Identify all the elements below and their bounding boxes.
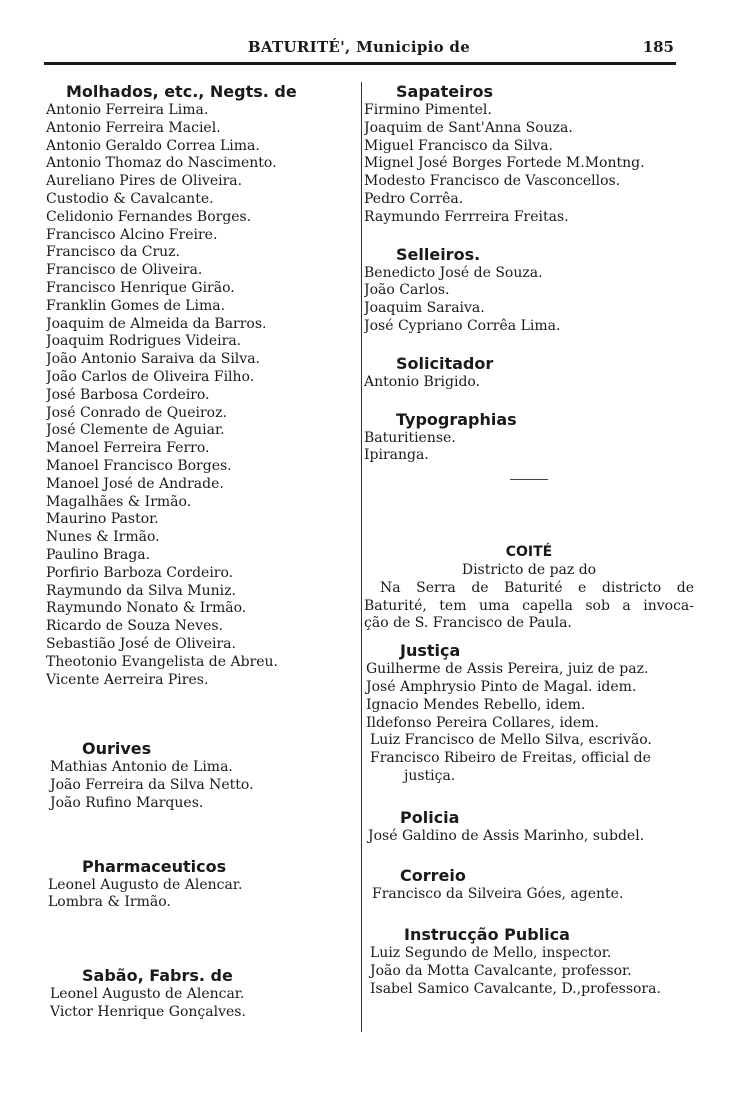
list-item: Ildefonso Pereira Collares, idem. — [366, 714, 599, 731]
list-item: Magalhães & Irmão. — [46, 493, 192, 510]
list-item: Joaquim Saraiva. — [364, 300, 485, 317]
list-item: Manoel Ferreira Ferro. — [46, 440, 210, 457]
list-item: Raymundo da Silva Muniz. — [46, 582, 236, 599]
list-item: Benedicto José de Souza. — [364, 264, 543, 281]
list-item: Francisco Alcino Freire. — [46, 226, 218, 243]
list-item: Sebastião José de Oliveira. — [46, 635, 236, 652]
list-item: João Ferreira da Silva Netto. — [50, 777, 254, 794]
list-item: José Barbosa Cordeiro. — [46, 386, 210, 403]
list-item: Ipiranga. — [364, 447, 429, 464]
list-item: Francisco da Silveira Góes, agente. — [372, 885, 624, 902]
list-item: Antonio Brigido. — [364, 373, 481, 390]
list-item: Victor Henrique Gonçalves. — [50, 1004, 246, 1021]
right-column — [364, 82, 694, 999]
list-item: José Clemente de Aguiar. — [46, 422, 225, 439]
left-column — [46, 82, 354, 1022]
section-heading-sabao: Sabão, Fabrs. de — [82, 966, 233, 986]
section-heading-sapateiros: Sapateiros — [396, 82, 493, 101]
list-item: Lombra & Irmão. — [48, 894, 171, 911]
list-item: João da Motta Cavalcante, professor. — [370, 963, 632, 980]
column-divider — [361, 82, 362, 1032]
list-item: Aureliano Pires de Oliveira. — [46, 173, 243, 190]
section-heading-pharmaceuticos: Pharmaceuticos — [82, 856, 227, 876]
list-item: Guilherme de Assis Pereira, juiz de paz. — [366, 661, 649, 678]
list-item: Francisco da Cruz. — [46, 244, 180, 261]
page-number: 185 — [642, 38, 674, 56]
list-item: João Carlos de Oliveira Filho. — [46, 368, 255, 385]
list-item: Antonio Geraldo Correa Lima. — [46, 137, 260, 154]
list-item: Antonio Ferreira Lima. — [46, 102, 209, 118]
list-item: Joaquim de Almeida da Barros. — [46, 315, 267, 332]
list-item: José Cypriano Corrêa Lima. — [364, 317, 561, 334]
page-header — [44, 36, 674, 60]
list-item: João Carlos. — [364, 282, 450, 299]
section-heading-correio: Correio — [400, 865, 466, 885]
section-heading-typographias: Typographias — [396, 409, 517, 429]
list-item: José Galdino de Assis Marinho, subdel. — [368, 827, 645, 844]
list-item: Ricardo de Souza Neves. — [46, 618, 224, 635]
list-item: Joaquim de Sant'Anna Souza. — [364, 119, 573, 136]
list-item: Celidonio Fernandes Borges. — [46, 208, 252, 225]
section-heading-policia: Policia — [400, 807, 460, 827]
list-item: Paulino Braga. — [46, 546, 151, 563]
list-item: Luiz Francisco de Mello Silva, escrivão. — [370, 732, 652, 749]
list-item: Modesto Francisco de Vasconcellos. — [364, 173, 621, 190]
list-item: Manoel José de Andrade. — [46, 475, 224, 492]
list-item: Pedro Corrêa. — [364, 190, 464, 207]
list-item: José Conrado de Queiroz. — [46, 404, 227, 421]
section-heading-justica: Justiça — [400, 641, 461, 661]
list-item: Joaquim Rodrigues Videira. — [46, 333, 242, 350]
district-title: COITÉ — [505, 544, 553, 561]
list-item: Leonel Augusto de Alencar. — [48, 876, 243, 893]
list-item: Francisco Henrique Girão. — [46, 279, 235, 296]
list-item: Francisco de Oliveira. — [46, 262, 203, 279]
list-item: Vicente Aerreira Pires. — [46, 671, 209, 688]
list-item: José Amphrysio Pinto de Magal. idem. — [366, 678, 637, 695]
section-heading-solicitador: Solicitador — [396, 353, 494, 373]
section-heading-selleiros: Selleiros. — [396, 244, 481, 264]
list-item: João Antonio Saraiva da Silva. — [46, 351, 260, 368]
list-item: Ignacio Mendes Rebello, idem. — [366, 696, 586, 713]
section-heading-instruccao: Instrucção Publica — [404, 925, 570, 945]
list-item: Maurino Pastor. — [46, 511, 159, 528]
list-item: Miguel Francisco da Silva. — [364, 137, 554, 154]
list-item: Antonio Ferreira Maciel. — [46, 119, 221, 136]
list-item: Nunes & Irmão. — [46, 529, 160, 546]
district-subtitle: Districto de paz do — [461, 561, 597, 578]
district-description-line: Baturité, tem uma capella sob a invoca- — [364, 597, 694, 614]
list-item: Leonel Augusto de Alencar. — [50, 986, 245, 1003]
list-item: Firmino Pimentel. — [364, 102, 492, 118]
list-item: Antonio Thomaz do Nascimento. — [46, 155, 277, 172]
list-item: Manoel Francisco Borges. — [46, 457, 232, 474]
list-item: Mathias Antonio de Lima. — [50, 759, 233, 776]
list-item: justiça. — [404, 767, 456, 784]
district-description-line: ção de S. Francisco de Paula. — [364, 615, 572, 632]
list-item: Mignel José Borges Fortede M.Montng. — [364, 155, 645, 172]
running-title: BATURITÉ', Municipio de — [247, 38, 471, 56]
list-item: Luiz Segundo de Mello, inspector. — [370, 945, 612, 962]
header-rule — [44, 62, 676, 65]
list-item: Franklin Gomes de Lima. — [46, 297, 226, 314]
list-item: Porfirio Barboza Cordeiro. — [46, 564, 234, 581]
list-item: Isabel Samico Cavalcante, D.,professora. — [370, 980, 661, 997]
list-item: Theotonio Evangelista de Abreu. — [46, 653, 279, 670]
list-item: Baturitiense. — [364, 429, 456, 446]
list-item: João Rufino Marques. — [50, 794, 204, 811]
list-item: Custodio & Cavalcante. — [46, 190, 214, 207]
list-item: Raymundo Ferrreira Freitas. — [364, 208, 569, 225]
list-item: Francisco Ribeiro de Freitas, official de — [370, 750, 651, 767]
list-item: Raymundo Nonato & Irmão. — [46, 600, 247, 617]
district-description-line: Na Serra de Baturité e districto de — [380, 579, 694, 596]
section-heading-molhados: Molhados, etc., Negts. de — [66, 82, 297, 101]
section-heading-ourives: Ourives — [82, 739, 152, 759]
